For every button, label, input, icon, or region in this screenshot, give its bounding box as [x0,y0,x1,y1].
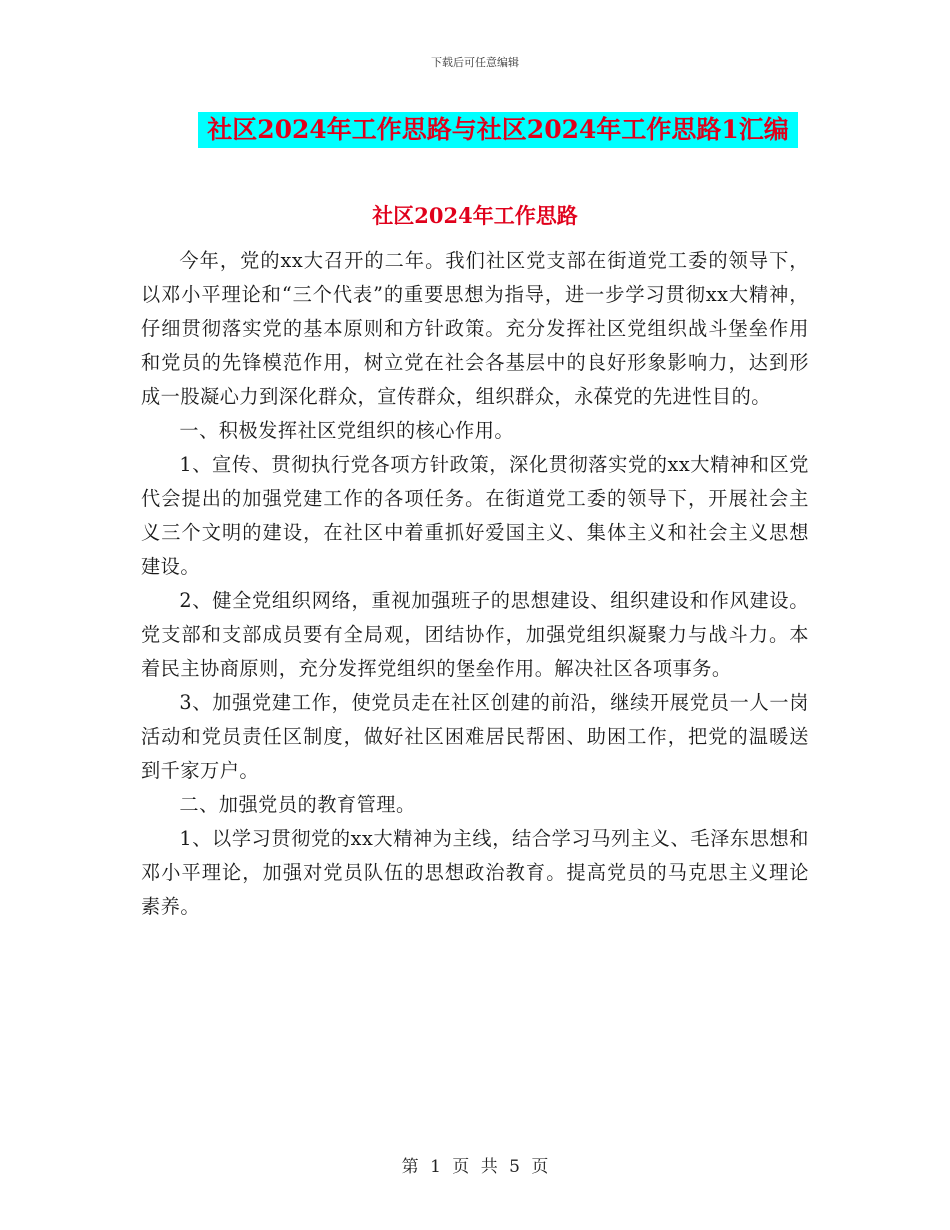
document-main-title: 社区2024年工作思路与社区2024年工作思路1汇编 [198,112,798,148]
page-header-note: 下载后可任意编辑 [431,56,519,69]
paragraph-item-1-1: 1、宣传、贯彻执行党各项方针政策，深化贯彻落实党的xx大精神和区党代会提出的加强党建工作的各项任务。在街道党工委的领导下，开展社会主义三个文明的建设，在社区中着重抓好爱国主义、集体主义和社会主义思想建设。 [141,453,809,578]
page-number-footer: 第 1 页 共 5 页 [401,1157,549,1177]
paragraph-item-2-1: 1、以学习贯彻党的xx大精神为主线，结合学习马列主义、毛泽东思想和邓小平理论，加强对党员队伍的思想政治教育。提高党员的马克思主义理论素养。 [141,827,809,918]
heading-section-two: 二、加强党员的教育管理。 [179,793,416,816]
paragraph-item-1-2: 2、健全党组织网络，重视加强班子的思想建设、组织建设和作风建设。党支部和支部成员要有全局观，团结协作，加强党组织凝聚力与战斗力。本着民主协商原则，充分发挥党组织的堡垒作用。解决社区各项事务。 [141,589,809,680]
paragraph-intro: 今年，党的xx大召开的二年。我们社区党支部在街道党工委的领导下，以邓小平理论和“三个代表”的重要思想为指导，进一步学习贯彻xx大精神，仔细贯彻落实党的基本原则和方针政策。充分发挥社区党组织战斗堡垒作用和党员的先锋模范作用，树立党在社会各基层中的良好形象影响力，达到形成一股凝心力到深化群众，宣传群众，组织群众，永葆党的先进性目的。 [141,249,809,408]
paragraph-item-1-3: 3、加强党建工作，使党员走在社区创建的前沿，继续开展党员一人一岗活动和党员责任区制度，做好社区困难居民帮困、助困工作，把党的温暖送到千家万户。 [141,691,809,782]
heading-section-one: 一、积极发挥社区党组织的核心作用。 [179,419,515,442]
document-body [141,244,809,924]
section-title: 社区2024年工作思路 [372,203,578,228]
